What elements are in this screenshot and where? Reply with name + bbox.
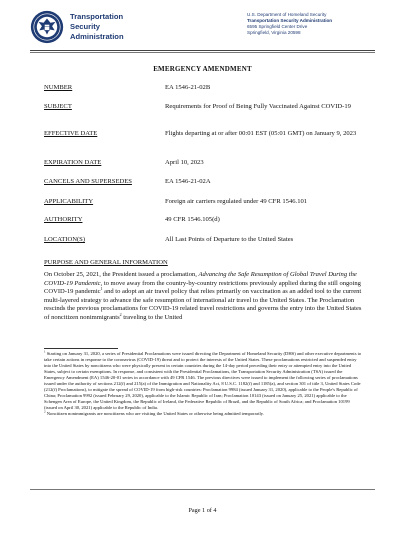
footnote-divider	[44, 348, 118, 349]
meta-label: LOCATION(S)	[44, 236, 86, 243]
org-name-line: Security	[70, 21, 100, 31]
meta-label: AUTHORITY	[44, 216, 83, 223]
footnote	[44, 411, 362, 417]
meta-value: 49 CFR 1546.105(d)	[165, 216, 220, 223]
meta-value: Foreign air carriers regulated under 49 CFR 1546.101	[165, 198, 308, 205]
meta-label: SUBJECT	[44, 103, 72, 110]
footnote-text: Starting on January 31, 2020, a series of Presidential Proclamations were issued directing the Department of Homeland Security (DHS) and other executive departments to take certain actions in response to the coronavirus (COVID-19) threat and to protect the interests of the United States. These proclamations restricted and suspended entry into the United States by noncitizens who were physically present in certain countries during the 14-day period preceding their entry or attempted entry into the United States, subject to certain exemptions. In response, and consistent with the Presidential Proclamations, the Transportation Security Administration (TSA) issued the Emergency Amendment (EA) 1546-20-01 series in accordance with 49 CFR 1546. The previous directives were issued to implement the following series of proclamations issued under the authority of sections 212(f) and 215(a) of the Immigration and Nationality Act, 8 U.S.C. 1182(f) and 1185(a), and section 301 of title 3, United States Code (212(f) Proclamations), to mitigate the spread of COVID-19 from high-risk countries: Proclamation 9984 (issued January 31, 2020), applicable to the People's Republic of China; Proclamation 9992 (issued February 29, 2020), applicable to the Islamic Republic of Iran; Proclamation 10143 (issued on January 25, 2021) applicable to the Schengen Area of Europe, the United Kingdom, the Republic of Ireland, the Federative Republic of Brazil, and the Republic of South Africa; and Proclamation 10199 (issued on April 30, 2021) applicable to the Republic of India.	[44, 351, 362, 411]
footnote-text: Noncitizen nonimmigrants are noncitizens who are visiting the United States or otherwise being admitted temporarily.	[45, 411, 264, 417]
body-text: , to move away from the country-by-country restrictions previously applied during the still ongoing COVID-19 pandemic	[44, 279, 361, 296]
meta-value: All Last Points of Departure to the United States	[165, 236, 294, 243]
meta-label: CANCELS AND SUPERSEDES	[44, 178, 132, 185]
footer-divider	[30, 489, 375, 490]
meta-value: Requirements for Proof of Being Fully Vaccinated Against COVID-19	[165, 103, 351, 110]
body-text: On October 25, 2021, the President issued a proclamation,	[44, 271, 199, 278]
org-name	[70, 12, 124, 41]
address-line: U.S. Department of Homeland Security	[247, 12, 327, 17]
footnote-mark: 2	[44, 409, 46, 414]
page-number: Page 1 of 4	[188, 507, 217, 514]
meta-value: EA 1546-21-02A	[165, 178, 211, 185]
org-address	[247, 12, 332, 36]
proclamation-title: Advancing the Safe Resumption of Global Travel During the COVID-19 Pandemic	[44, 271, 357, 287]
document-title: EMERGENCY AMENDMENT	[153, 65, 252, 73]
dhs-seal-icon	[30, 10, 64, 44]
org-name-line: Transportation	[70, 12, 124, 21]
footnote-ref[interactable]: 1	[100, 286, 103, 292]
footnote-ref[interactable]: 2	[119, 311, 122, 317]
meta-label: NUMBER	[44, 84, 73, 91]
header-divider	[30, 50, 375, 51]
meta-label: EFFECTIVE DATE	[44, 130, 98, 137]
footnotes	[44, 351, 362, 418]
meta-label: APPLICABILITY	[44, 198, 94, 205]
footnote	[44, 351, 362, 411]
org-name-line: Administration	[70, 31, 124, 41]
address-line: Springfield, Virginia 20598	[247, 30, 301, 35]
address-line: Transportation Security Administration	[247, 18, 333, 23]
header-divider	[30, 52, 375, 53]
section-heading: PURPOSE AND GENERAL INFORMATION	[44, 259, 168, 266]
body-paragraph	[44, 271, 362, 323]
meta-label: EXPIRATION DATE	[44, 159, 102, 166]
body-text: traveling to the United	[121, 313, 183, 321]
meta-value: Flights departing at or after 00:01 EST (05:01 GMT) on January 9, 2023	[165, 130, 357, 137]
meta-value: April 10, 2023	[165, 159, 204, 166]
body-text: and to adopt an air travel policy that relies primarily on vaccination as an added tool to the current multi-layered strategy to advance the safe resumption of international air travel to the United States. The Proclamation rescinds the previous proclamations for COVID-19 related travel restrictions and governs the entry into the United States of noncitizen nonimmigrants	[44, 288, 362, 321]
address-line: 6595 Springfield Center Drive	[247, 24, 308, 29]
meta-value: EA 1546-21-02B	[165, 84, 211, 91]
footnote-mark: 1	[44, 349, 46, 354]
